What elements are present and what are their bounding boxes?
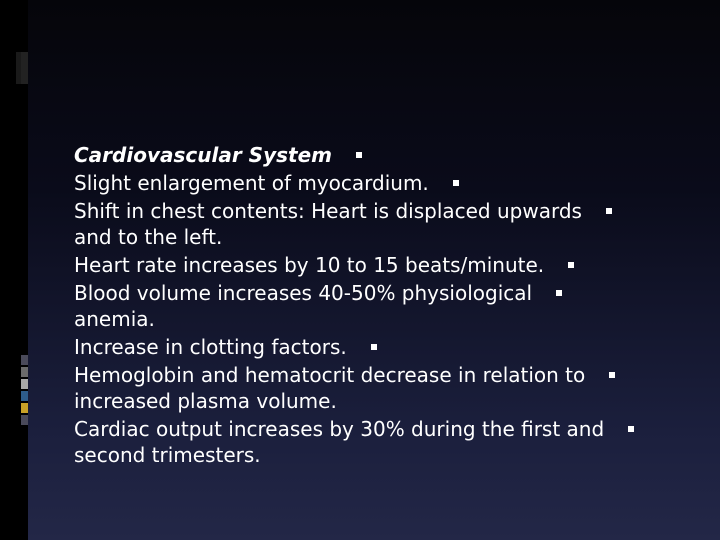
side-color-mark bbox=[21, 367, 28, 377]
square-bullet-icon bbox=[628, 426, 634, 432]
bullet-text-continued: second trimesters. bbox=[74, 443, 261, 467]
square-bullet-icon bbox=[606, 208, 612, 214]
side-color-mark bbox=[21, 391, 28, 401]
bullet-item bbox=[74, 334, 704, 360]
square-bullet-icon bbox=[371, 344, 377, 350]
bullet-text: Cardiovascular System bbox=[74, 143, 332, 167]
bullet-text-continued: and to the left. bbox=[74, 225, 223, 249]
bullet-text-continued: anemia. bbox=[74, 307, 155, 331]
bullet-item bbox=[74, 416, 704, 468]
side-color-marks bbox=[21, 355, 28, 427]
top-accent-bar-inner bbox=[21, 52, 28, 84]
side-color-mark bbox=[21, 355, 28, 365]
bullet-text: Cardiac output increases by 30% during the first and bbox=[74, 417, 605, 441]
bullet-text-continued: increased plasma volume. bbox=[74, 389, 337, 413]
bullet-text: Blood volume increases 40-50% physiological bbox=[74, 281, 533, 305]
side-color-mark bbox=[21, 415, 28, 425]
square-bullet-icon bbox=[609, 372, 615, 378]
square-bullet-icon bbox=[568, 262, 574, 268]
bullet-text: Shift in chest contents: Heart is displaced upwards bbox=[74, 199, 582, 223]
bullet-text: Heart rate increases by 10 to 15 beats/minute. bbox=[74, 253, 545, 277]
bullet-item bbox=[74, 362, 704, 414]
square-bullet-icon bbox=[556, 290, 562, 296]
bullet-item bbox=[74, 280, 704, 332]
bullet-item-heading bbox=[74, 142, 704, 168]
bullet-text: Slight enlargement of myocardium. bbox=[74, 171, 429, 195]
side-color-mark bbox=[21, 379, 28, 389]
square-bullet-icon bbox=[356, 152, 362, 158]
bullet-item bbox=[74, 252, 704, 278]
bullet-text: Increase in clotting factors. bbox=[74, 335, 347, 359]
bullet-item bbox=[74, 198, 704, 250]
square-bullet-icon bbox=[453, 180, 459, 186]
bullet-item bbox=[74, 170, 704, 196]
bullet-text: Hemoglobin and hematocrit decrease in relation to bbox=[74, 363, 586, 387]
side-color-mark bbox=[21, 403, 28, 413]
bullet-list bbox=[74, 142, 704, 470]
